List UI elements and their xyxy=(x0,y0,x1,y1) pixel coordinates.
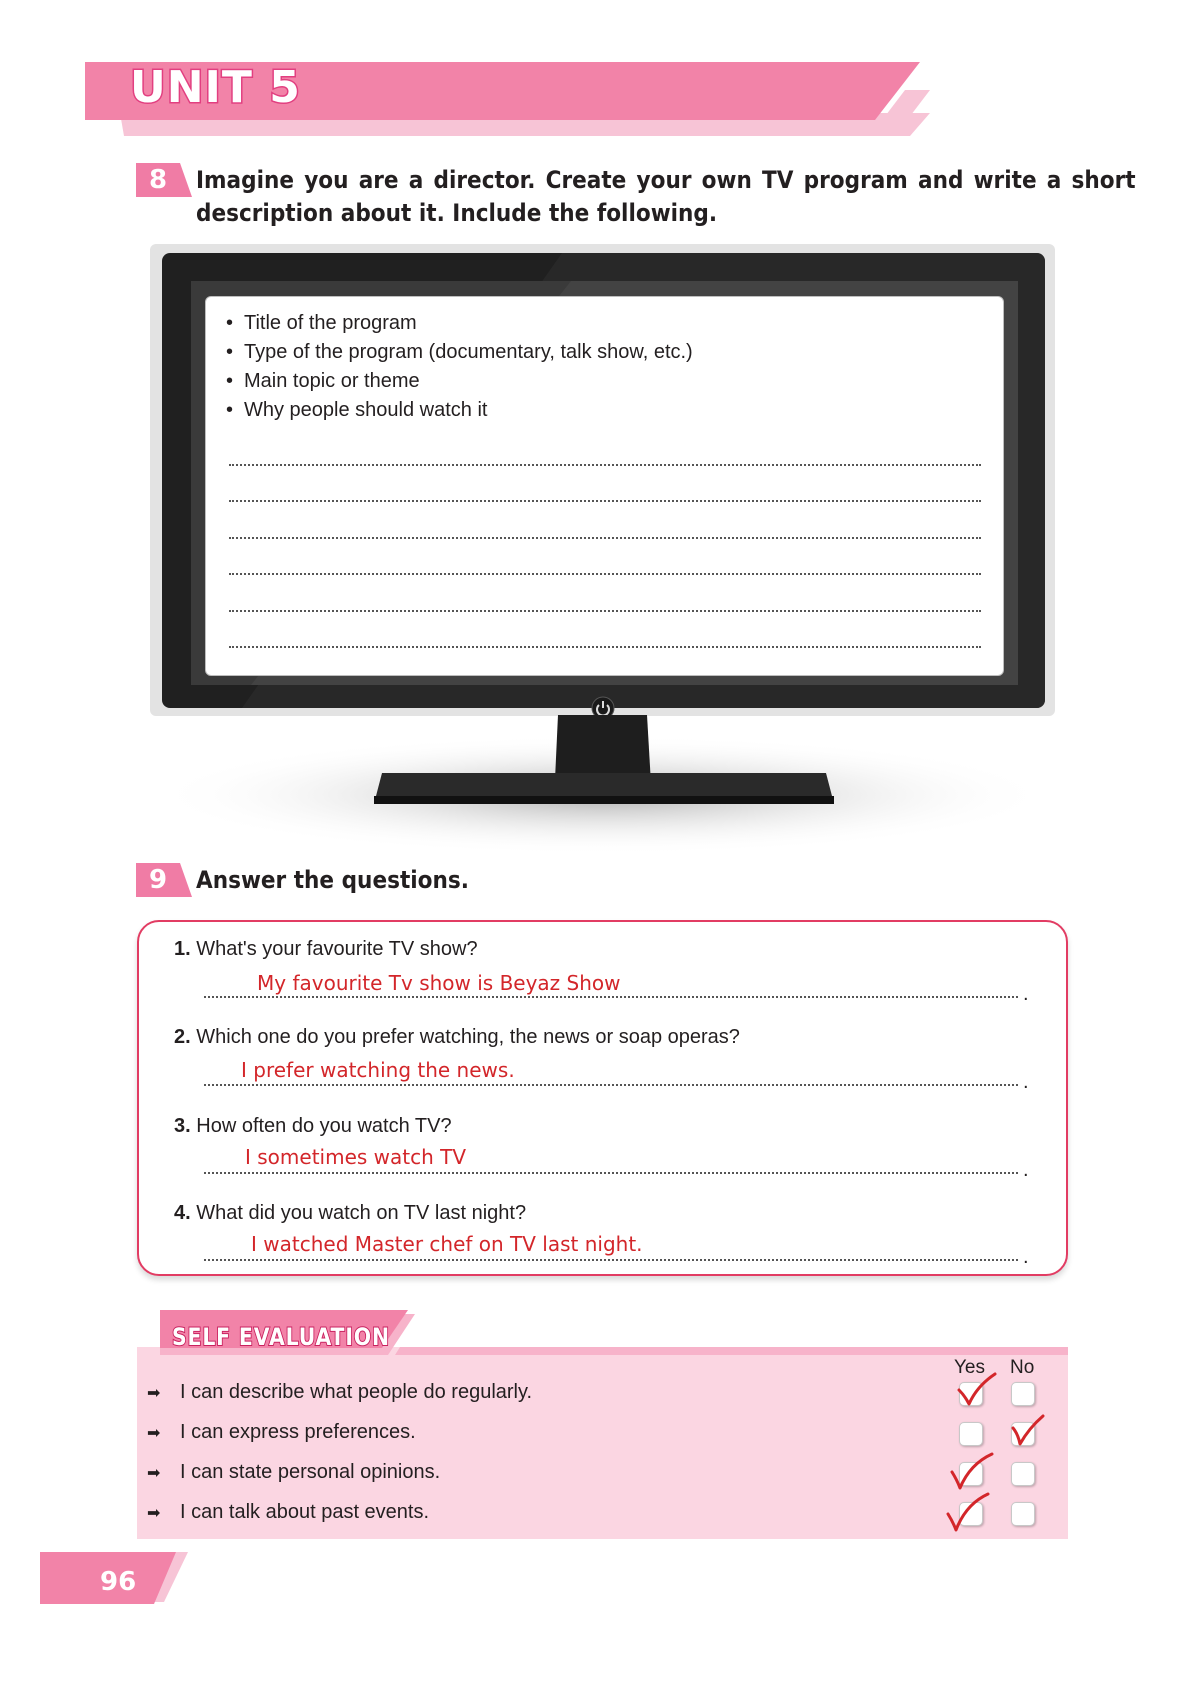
answer-line xyxy=(204,1084,1018,1086)
bullet-text: Main topic or theme xyxy=(244,370,420,392)
answer-1[interactable]: My favourite Tv show is Beyaz Show xyxy=(257,971,621,995)
writing-line[interactable] xyxy=(229,610,981,612)
bullet-item: • Type of the program (documentary, talk show, etc.) xyxy=(226,341,693,363)
question-2 xyxy=(174,1026,740,1049)
tv-stand xyxy=(150,715,1055,865)
question-text: What did you watch on TV last night? xyxy=(196,1202,527,1224)
self-evaluation-item: I can state personal opinions. xyxy=(180,1461,441,1483)
checkmark-icon xyxy=(944,1492,996,1536)
question-1 xyxy=(174,938,478,961)
no-checkbox[interactable] xyxy=(1011,1502,1035,1526)
exercise-8-instruction: Imagine you are a director. Create your own TV program and write a short description about it. Include the following. xyxy=(196,166,1136,227)
checkmark-icon xyxy=(948,1452,998,1494)
no-checkbox[interactable] xyxy=(1011,1382,1035,1406)
question-text: What's your favourite TV show? xyxy=(196,938,478,960)
question-3 xyxy=(174,1115,452,1138)
question-4 xyxy=(174,1202,526,1225)
checkmark-icon xyxy=(1007,1414,1057,1454)
line-end-period: . xyxy=(1023,1246,1029,1268)
answer-line xyxy=(204,1172,1018,1174)
exercise-8-number-tab xyxy=(180,163,192,197)
arrow-icon: ➡ xyxy=(147,1425,161,1442)
no-checkbox[interactable] xyxy=(1011,1462,1035,1486)
answer-2[interactable]: I prefer watching the news. xyxy=(241,1058,515,1082)
exercise-9-number-tab xyxy=(180,863,192,897)
line-end-period: . xyxy=(1023,1159,1029,1181)
bullet-list xyxy=(226,309,693,425)
yes-label: Yes xyxy=(954,1357,985,1378)
arrow-icon: ➡ xyxy=(147,1465,161,1482)
exercise-8-number: 8 xyxy=(136,163,180,197)
bullet-text: Why people should watch it xyxy=(244,399,488,421)
tv-screen xyxy=(205,296,1004,676)
answer-4[interactable]: I watched Master chef on TV last night. xyxy=(251,1232,643,1256)
writing-line[interactable] xyxy=(229,537,981,539)
self-evaluation-title: SELF EVALUATION xyxy=(172,1323,390,1351)
unit-title: UNIT 5 xyxy=(130,62,301,113)
question-text: How often do you watch TV? xyxy=(196,1115,452,1137)
bullet-item: • Main topic or theme xyxy=(226,370,420,392)
bullet-item: • Why people should watch it xyxy=(226,399,488,421)
question-number: 4. xyxy=(174,1202,191,1224)
question-text: Which one do you prefer watching, the news or soap operas? xyxy=(196,1026,740,1048)
bullet-item: • Title of the program xyxy=(226,312,417,334)
exercise-9-instruction: Answer the questions. xyxy=(196,866,469,894)
yes-checkbox[interactable] xyxy=(959,1422,983,1446)
writing-line[interactable] xyxy=(229,464,981,466)
self-evaluation-item: I can talk about past events. xyxy=(180,1501,430,1523)
question-number: 3. xyxy=(174,1115,191,1137)
line-end-period: . xyxy=(1023,983,1029,1005)
answer-3[interactable]: I sometimes watch TV xyxy=(245,1145,467,1169)
answer-line xyxy=(204,996,1018,998)
answer-line xyxy=(204,1259,1018,1261)
bullet-text: Title of the program xyxy=(244,312,417,334)
no-label: No xyxy=(1010,1357,1035,1378)
question-number: 1. xyxy=(174,938,191,960)
writing-line[interactable] xyxy=(229,573,981,575)
self-evaluation-item: I can express preferences. xyxy=(180,1421,416,1443)
arrow-icon: ➡ xyxy=(147,1505,161,1522)
checkmark-icon xyxy=(955,1372,1005,1412)
arrow-icon: ➡ xyxy=(147,1385,161,1402)
question-number: 2. xyxy=(174,1026,191,1048)
self-evaluation-item: I can describe what people do regularly. xyxy=(180,1381,533,1403)
exercise-9-number: 9 xyxy=(136,863,180,897)
bullet-text: Type of the program (documentary, talk show, etc.) xyxy=(244,341,693,363)
line-end-period: . xyxy=(1023,1071,1029,1093)
page-number: 96 xyxy=(100,1567,137,1597)
writing-line[interactable] xyxy=(229,500,981,502)
writing-line[interactable] xyxy=(229,646,981,648)
